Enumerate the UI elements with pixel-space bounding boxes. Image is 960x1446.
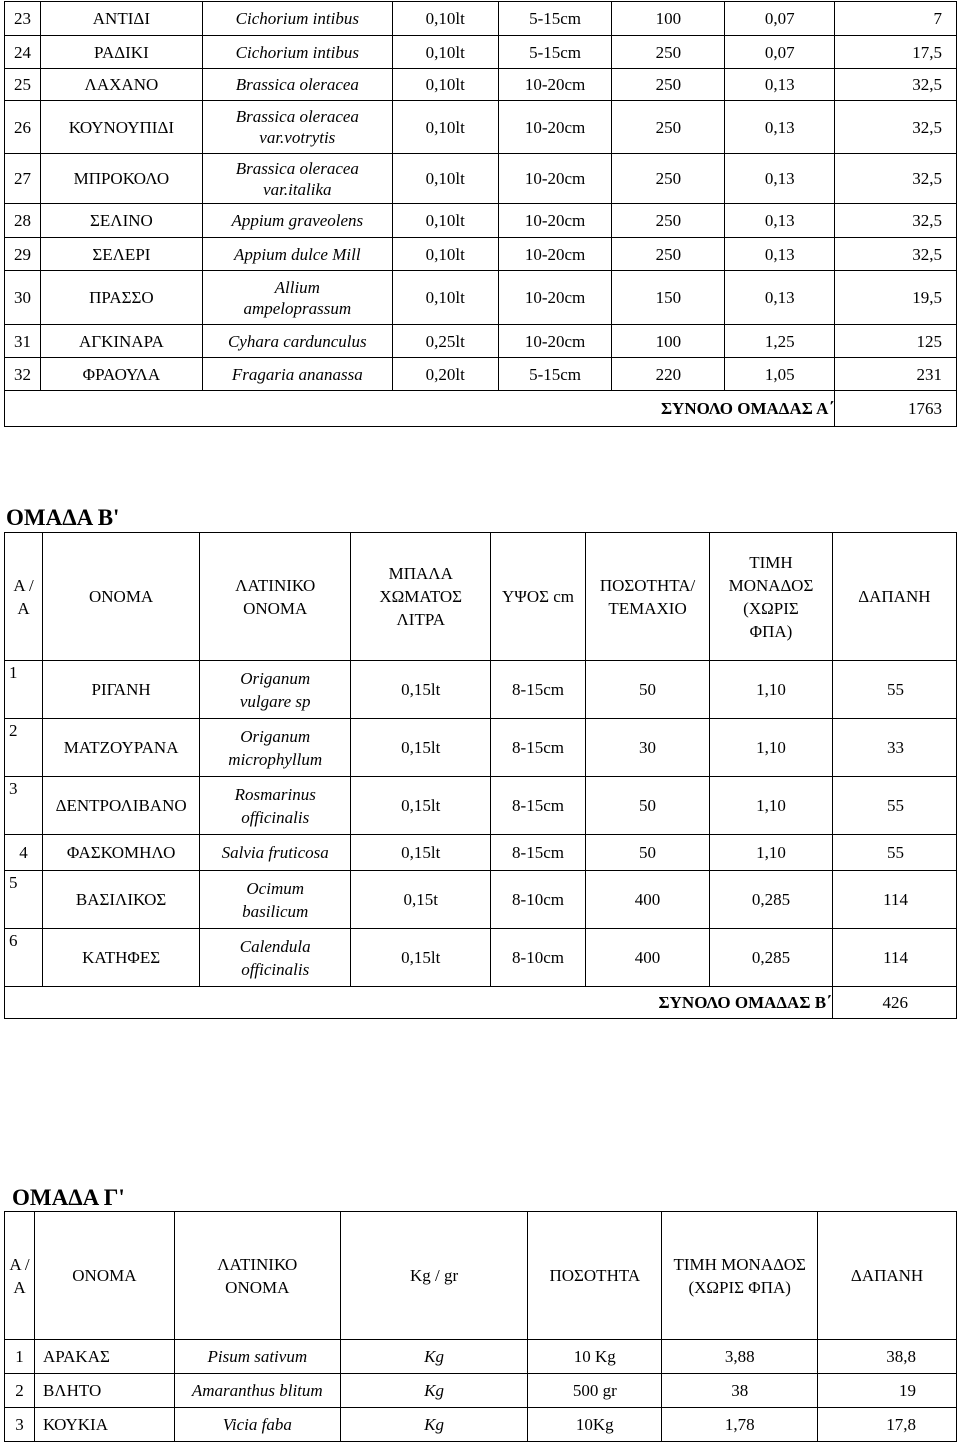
unit-price: 38 bbox=[662, 1374, 818, 1408]
unit-price: 0,07 bbox=[725, 2, 835, 36]
row-number: 6 bbox=[5, 929, 43, 987]
plant-name: ΠΡΑΣΣΟ bbox=[40, 271, 202, 325]
latin-name: Salvia fruticosa bbox=[200, 835, 351, 871]
pot-volume: 0,10lt bbox=[392, 101, 498, 154]
quantity: 100 bbox=[612, 2, 725, 36]
table-row bbox=[5, 238, 957, 271]
plant-name: ΚΑΤΗΦΕΣ bbox=[43, 929, 200, 987]
unit-price: 1,05 bbox=[725, 358, 835, 391]
row-number: 27 bbox=[5, 154, 41, 204]
latin-name: Pisum sativum bbox=[174, 1340, 340, 1374]
header-cost: ΔΑΠΑΝΗ bbox=[818, 1212, 957, 1340]
header-height: ΥΨΟΣ cm bbox=[491, 533, 586, 661]
header-cost: ΔΑΠΑΝΗ bbox=[832, 533, 956, 661]
unit-price: 0,13 bbox=[725, 204, 835, 238]
plant-name: ΑΝΤΙΔΙ bbox=[40, 2, 202, 36]
pot-volume: 0,15lt bbox=[351, 929, 491, 987]
header-qty: ΠΟΣΟΤΗΤΑ/ ΤΕΜΑΧΙΟ bbox=[585, 533, 709, 661]
unit-price: 0,13 bbox=[725, 69, 835, 101]
cost: 32,5 bbox=[835, 154, 957, 204]
row-number: 26 bbox=[5, 101, 41, 154]
unit-price: 1,78 bbox=[662, 1408, 818, 1442]
table-row bbox=[5, 835, 957, 871]
header-qty: ΠΟΣΟΤΗΤΑ bbox=[528, 1212, 662, 1340]
cost: 32,5 bbox=[835, 204, 957, 238]
plant-name: ΡΙΓΑΝΗ bbox=[43, 661, 200, 719]
table-row bbox=[5, 1374, 957, 1408]
quantity: 250 bbox=[612, 154, 725, 204]
plant-name: ΡΑΔΙΚΙ bbox=[40, 36, 202, 69]
total-row bbox=[5, 391, 957, 427]
header-row bbox=[5, 533, 957, 661]
pot-volume: 0,15lt bbox=[351, 777, 491, 835]
plant-name: ΣΕΛΙΝΟ bbox=[40, 204, 202, 238]
header-pot: ΜΠΑΛΑ ΧΩΜΑΤΟΣ ΛΙΤΡΑ bbox=[351, 533, 491, 661]
table-row bbox=[5, 101, 957, 154]
table-row bbox=[5, 358, 957, 391]
pot-volume: 0,10lt bbox=[392, 2, 498, 36]
quantity: 100 bbox=[612, 325, 725, 358]
cost: 114 bbox=[832, 929, 956, 987]
latin-name: Calendula officinalis bbox=[200, 929, 351, 987]
cost: 55 bbox=[832, 661, 956, 719]
latin-name: Brassica oleracea bbox=[202, 69, 392, 101]
total-label: ΣΥΝΟΛΟ ΟΜΑΔΑΣ Α΄ bbox=[5, 391, 835, 427]
pot-volume: 0,10lt bbox=[392, 238, 498, 271]
pot-volume: 0,10lt bbox=[392, 36, 498, 69]
quantity: 150 bbox=[612, 271, 725, 325]
cost: 19 bbox=[818, 1374, 957, 1408]
quantity: 250 bbox=[612, 238, 725, 271]
table-row bbox=[5, 271, 957, 325]
latin-name: Origanum vulgare sp bbox=[200, 661, 351, 719]
unit-price: 0,13 bbox=[725, 238, 835, 271]
plant-height: 10-20cm bbox=[498, 325, 612, 358]
unit-price: 1,25 bbox=[725, 325, 835, 358]
table-row bbox=[5, 777, 957, 835]
plant-height: 10-20cm bbox=[498, 69, 612, 101]
plant-name: ΦΑΣΚΟΜΗΛΟ bbox=[43, 835, 200, 871]
cost: 32,5 bbox=[835, 69, 957, 101]
row-number: 32 bbox=[5, 358, 41, 391]
plant-height: 10-20cm bbox=[498, 238, 612, 271]
pot-volume: 0,15lt bbox=[351, 661, 491, 719]
cost: 114 bbox=[832, 871, 956, 929]
quantity: 30 bbox=[585, 719, 709, 777]
row-number: 1 bbox=[5, 1340, 35, 1374]
cost: 231 bbox=[835, 358, 957, 391]
group-a-table bbox=[4, 1, 957, 427]
plant-name: ΔΕΝΤΡΟΛΙΒΑΝΟ bbox=[43, 777, 200, 835]
latin-name: Cichorium intibus bbox=[202, 36, 392, 69]
unit-price: 3,88 bbox=[662, 1340, 818, 1374]
row-number: 5 bbox=[5, 871, 43, 929]
table-row bbox=[5, 36, 957, 69]
quantity: 10 Kg bbox=[528, 1340, 662, 1374]
latin-name: Allium ampeloprassum bbox=[202, 271, 392, 325]
plant-height: 5-15cm bbox=[498, 36, 612, 69]
unit-price: 0,13 bbox=[725, 154, 835, 204]
latin-name: Brassica oleracea var.votrytis bbox=[202, 101, 392, 154]
cost: 38,8 bbox=[818, 1340, 957, 1374]
table-row bbox=[5, 1408, 957, 1442]
latin-name: Brassica oleracea var.italika bbox=[202, 154, 392, 204]
header-name: ΟΝΟΜΑ bbox=[43, 533, 200, 661]
cost: 17,8 bbox=[818, 1408, 957, 1442]
unit-price: 0,13 bbox=[725, 271, 835, 325]
unit-price: 1,10 bbox=[710, 661, 832, 719]
latin-name: Ocimum basilicum bbox=[200, 871, 351, 929]
table-row bbox=[5, 661, 957, 719]
header-price: ΤΙΜΗ ΜΟΝΑΔΟΣ (ΧΩΡΙΣ ΦΠΑ) bbox=[662, 1212, 818, 1340]
quantity: 500 gr bbox=[528, 1374, 662, 1408]
quantity: 400 bbox=[585, 871, 709, 929]
plant-height: 8-10cm bbox=[491, 871, 586, 929]
latin-name: Vicia faba bbox=[174, 1408, 340, 1442]
table-row bbox=[5, 204, 957, 238]
row-number: 3 bbox=[5, 1408, 35, 1442]
unit-price: 1,10 bbox=[710, 777, 832, 835]
cost: 125 bbox=[835, 325, 957, 358]
table-row bbox=[5, 719, 957, 777]
cost: 32,5 bbox=[835, 101, 957, 154]
cost: 55 bbox=[832, 835, 956, 871]
plant-name: ΒΑΣΙΛΙΚΟΣ bbox=[43, 871, 200, 929]
plant-height: 10-20cm bbox=[498, 204, 612, 238]
plant-height: 8-15cm bbox=[491, 835, 586, 871]
pot-volume: 0,10lt bbox=[392, 154, 498, 204]
row-number: 29 bbox=[5, 238, 41, 271]
quantity: 250 bbox=[612, 204, 725, 238]
row-number: 23 bbox=[5, 2, 41, 36]
latin-name: Fragaria ananassa bbox=[202, 358, 392, 391]
plant-name: ΛΑΧΑΝΟ bbox=[40, 69, 202, 101]
plant-height: 5-15cm bbox=[498, 358, 612, 391]
total-label: ΣΥΝΟΛΟ ΟΜΑΔΑΣ Β΄ bbox=[5, 987, 833, 1019]
latin-name: Cyhara cardunculus bbox=[202, 325, 392, 358]
header-latin: ΛΑΤΙΝΙΚΟ ΟΝΟΜΑ bbox=[200, 533, 351, 661]
total-value: 1763 bbox=[835, 391, 957, 427]
cost: 17,5 bbox=[835, 36, 957, 69]
unit-price: 1,10 bbox=[710, 835, 832, 871]
row-number: 31 bbox=[5, 325, 41, 358]
row-number: 1 bbox=[5, 661, 43, 719]
header-price: ΤΙΜΗ ΜΟΝΑΔΟΣ (ΧΩΡΙΣ ΦΠΑ) bbox=[710, 533, 832, 661]
table-row bbox=[5, 871, 957, 929]
plant-name: ΜΠΡΟΚΟΛΟ bbox=[40, 154, 202, 204]
row-number: 24 bbox=[5, 36, 41, 69]
cost: 55 bbox=[832, 777, 956, 835]
group-c-table bbox=[4, 1211, 957, 1442]
quantity: 250 bbox=[612, 101, 725, 154]
quantity: 50 bbox=[585, 777, 709, 835]
unit: Kg bbox=[340, 1408, 528, 1442]
group-b-table bbox=[4, 532, 957, 1019]
plant-height: 10-20cm bbox=[498, 154, 612, 204]
plant-height: 10-20cm bbox=[498, 101, 612, 154]
plant-name: ΜΑΤΖΟΥΡΑΝΑ bbox=[43, 719, 200, 777]
plant-name: ΒΛΗΤΟ bbox=[34, 1374, 174, 1408]
plant-name: ΑΓΚΙΝΑΡΑ bbox=[40, 325, 202, 358]
table-row bbox=[5, 1340, 957, 1374]
plant-height: 8-15cm bbox=[491, 719, 586, 777]
unit-price: 0,07 bbox=[725, 36, 835, 69]
row-number: 2 bbox=[5, 1374, 35, 1408]
header-row bbox=[5, 1212, 957, 1340]
quantity: 50 bbox=[585, 835, 709, 871]
pot-volume: 0,10lt bbox=[392, 69, 498, 101]
pot-volume: 0,10lt bbox=[392, 204, 498, 238]
unit-price: 0,13 bbox=[725, 101, 835, 154]
quantity: 250 bbox=[612, 36, 725, 69]
plant-height: 8-15cm bbox=[491, 661, 586, 719]
quantity: 50 bbox=[585, 661, 709, 719]
header-unit: Kg / gr bbox=[340, 1212, 528, 1340]
cost: 19,5 bbox=[835, 271, 957, 325]
plant-name: ΚΟΥΚΙΑ bbox=[34, 1408, 174, 1442]
plant-height: 8-10cm bbox=[491, 929, 586, 987]
quantity: 10Kg bbox=[528, 1408, 662, 1442]
pot-volume: 0,15lt bbox=[351, 719, 491, 777]
latin-name: Origanum microphyllum bbox=[200, 719, 351, 777]
table-row bbox=[5, 2, 957, 36]
plant-name: ΦΡΑΟΥΛΑ bbox=[40, 358, 202, 391]
row-number: 4 bbox=[5, 835, 43, 871]
row-number: 2 bbox=[5, 719, 43, 777]
pot-volume: 0,20lt bbox=[392, 358, 498, 391]
plant-name: ΑΡΑΚΑΣ bbox=[34, 1340, 174, 1374]
plant-name: ΣΕΛΕΡΙ bbox=[40, 238, 202, 271]
pot-volume: 0,15lt bbox=[351, 835, 491, 871]
group-c-title: ΟΜΑΔΑ Γ' bbox=[12, 1185, 125, 1210]
plant-height: 8-15cm bbox=[491, 777, 586, 835]
plant-height: 10-20cm bbox=[498, 271, 612, 325]
header-no: Α / Α bbox=[5, 533, 43, 661]
table-row bbox=[5, 154, 957, 204]
cost: 32,5 bbox=[835, 238, 957, 271]
header-name: ΟΝΟΜΑ bbox=[34, 1212, 174, 1340]
latin-name: Appium dulce Mill bbox=[202, 238, 392, 271]
latin-name: Cichorium intibus bbox=[202, 2, 392, 36]
quantity: 250 bbox=[612, 69, 725, 101]
plant-height: 5-15cm bbox=[498, 2, 612, 36]
unit: Kg bbox=[340, 1374, 528, 1408]
latin-name: Rosmarinus officinalis bbox=[200, 777, 351, 835]
unit-price: 1,10 bbox=[710, 719, 832, 777]
row-number: 25 bbox=[5, 69, 41, 101]
cost: 7 bbox=[835, 2, 957, 36]
pot-volume: 0,15t bbox=[351, 871, 491, 929]
group-b-title: ΟΜΑΔΑ Β' bbox=[6, 505, 120, 530]
unit-price: 0,285 bbox=[710, 871, 832, 929]
quantity: 400 bbox=[585, 929, 709, 987]
header-no: Α / Α bbox=[5, 1212, 35, 1340]
table-row bbox=[5, 69, 957, 101]
header-latin: ΛΑΤΙΝΙΚΟ ΟΝΟΜΑ bbox=[174, 1212, 340, 1340]
unit-price: 0,285 bbox=[710, 929, 832, 987]
cost: 33 bbox=[832, 719, 956, 777]
table-row bbox=[5, 929, 957, 987]
pot-volume: 0,10lt bbox=[392, 271, 498, 325]
row-number: 28 bbox=[5, 204, 41, 238]
table-row bbox=[5, 325, 957, 358]
total-row bbox=[5, 987, 957, 1019]
latin-name: Appium graveolens bbox=[202, 204, 392, 238]
pot-volume: 0,25lt bbox=[392, 325, 498, 358]
quantity: 220 bbox=[612, 358, 725, 391]
latin-name: Amaranthus blitum bbox=[174, 1374, 340, 1408]
plant-name: ΚΟΥΝΟΥΠΙΔΙ bbox=[40, 101, 202, 154]
unit: Kg bbox=[340, 1340, 528, 1374]
total-value: 426 bbox=[832, 987, 956, 1019]
row-number: 30 bbox=[5, 271, 41, 325]
row-number: 3 bbox=[5, 777, 43, 835]
